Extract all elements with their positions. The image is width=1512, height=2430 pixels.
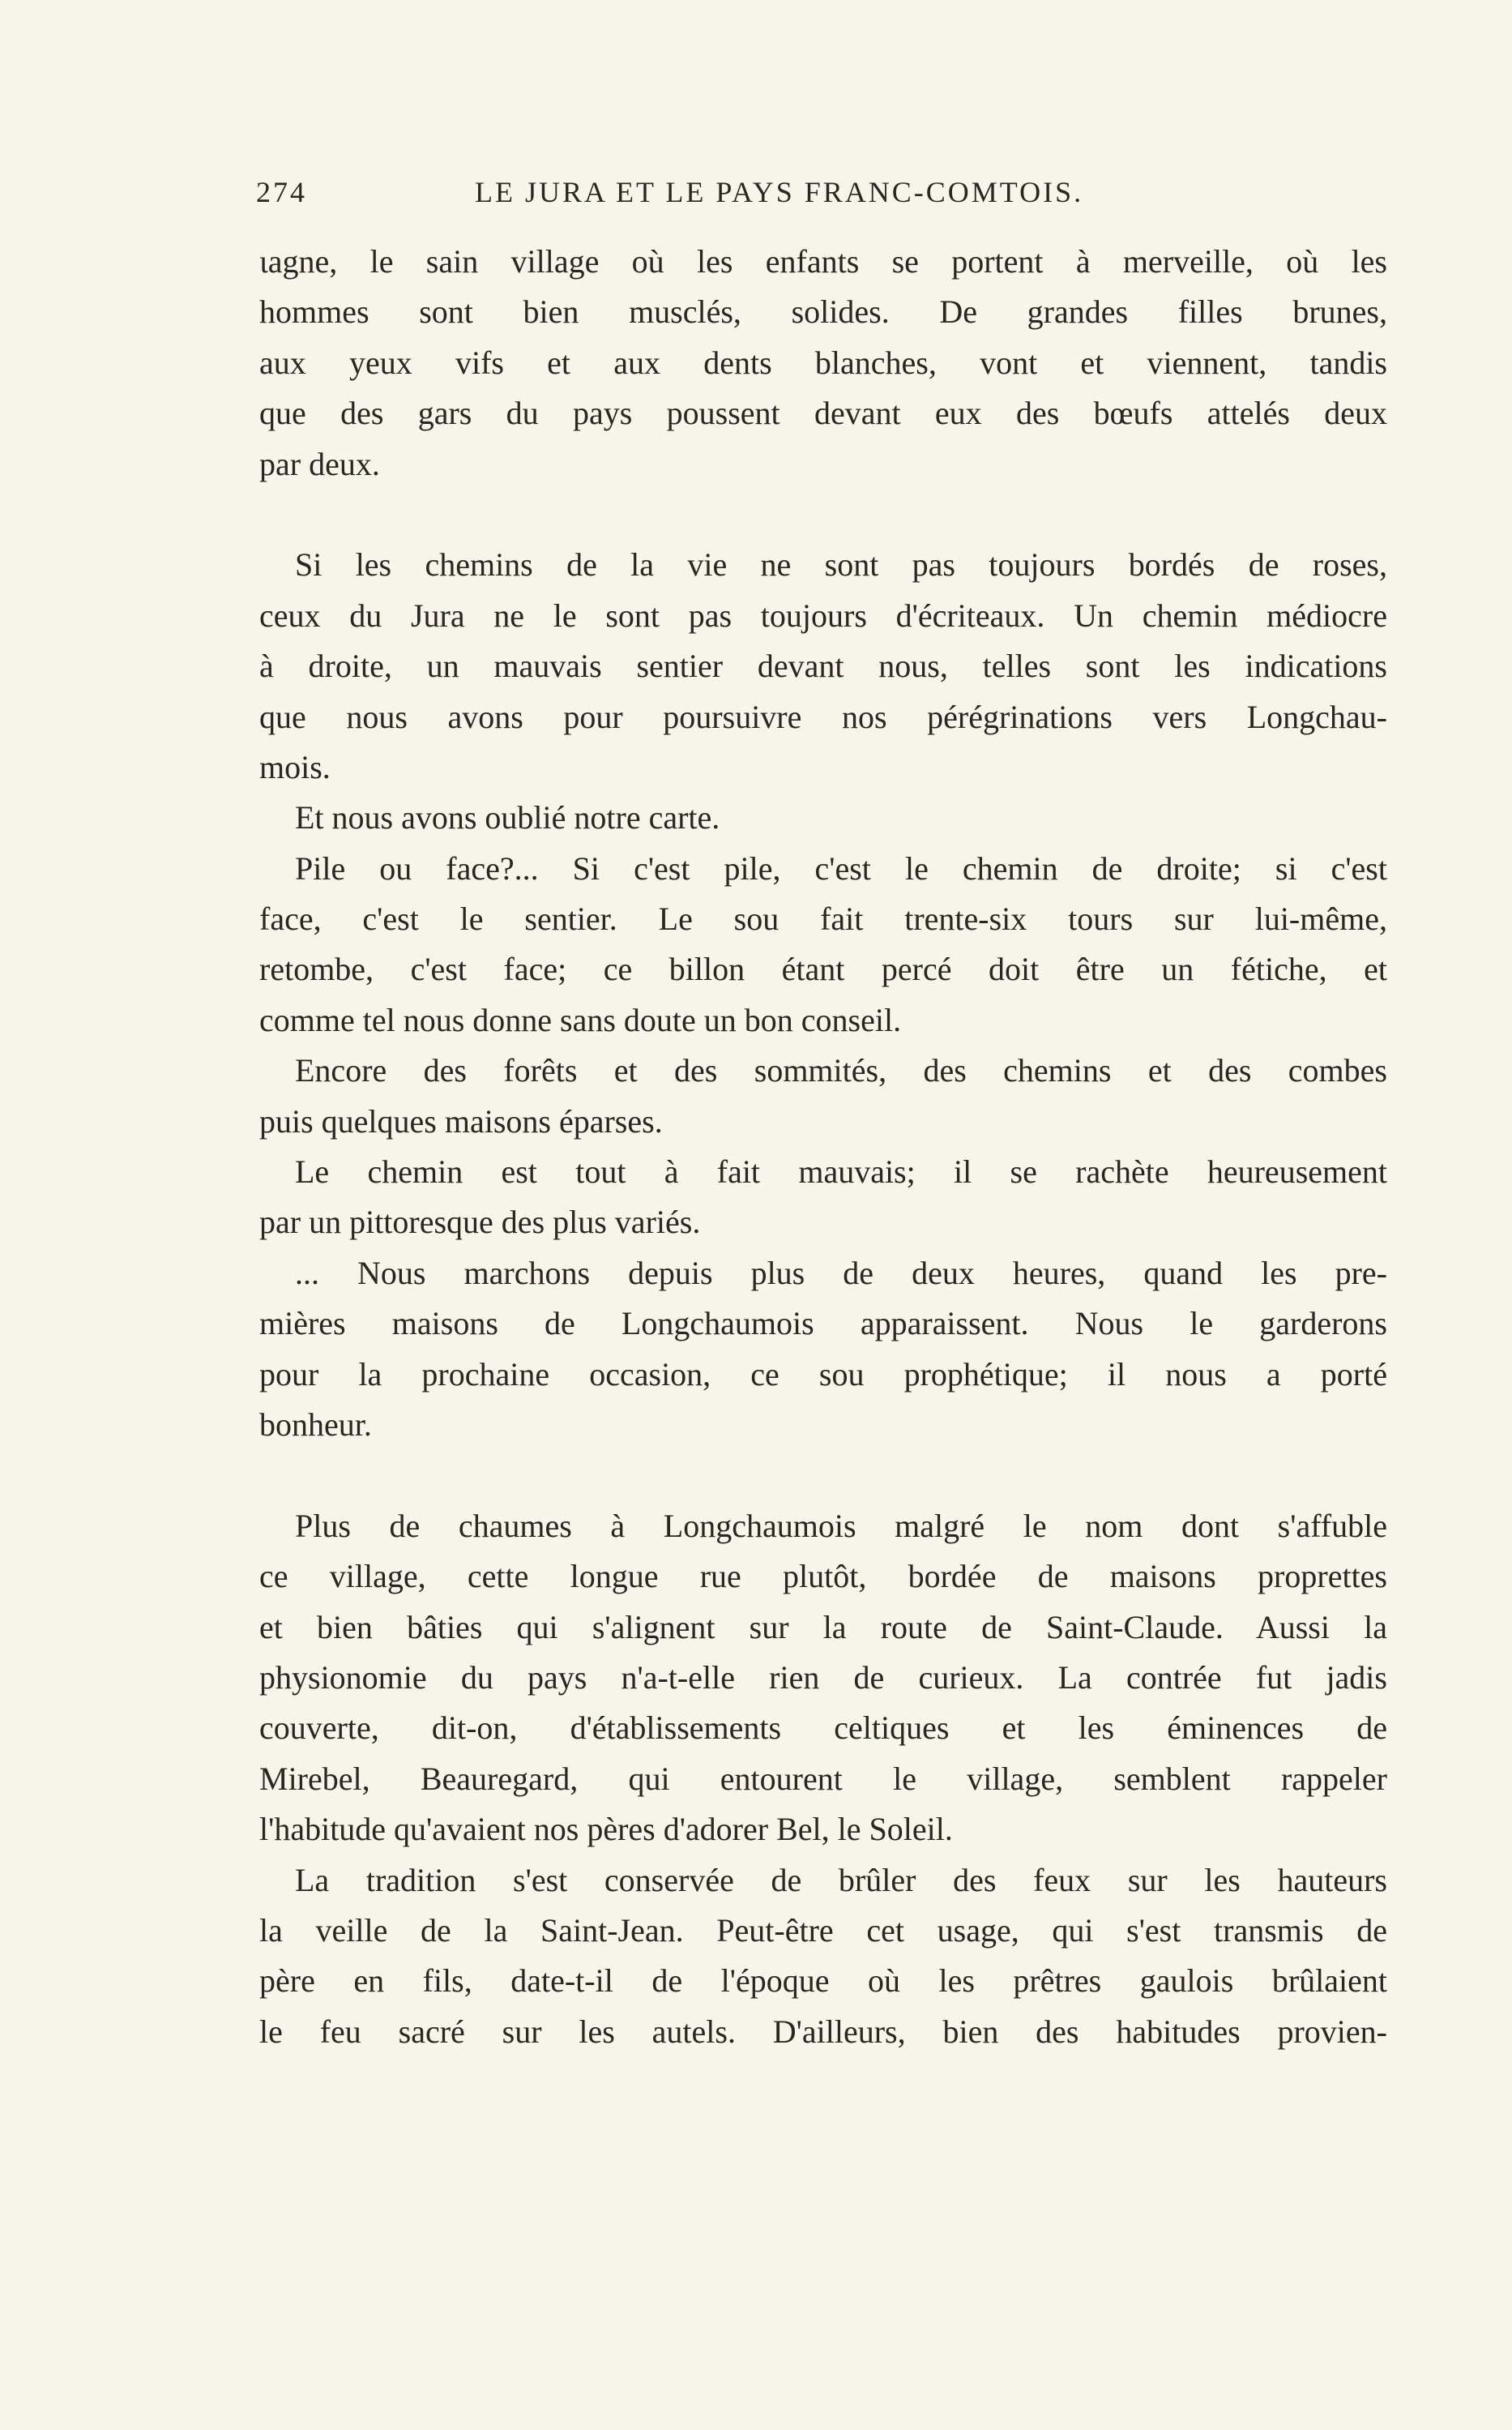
paragraph — [259, 1855, 1387, 2058]
text-line: ceux du Jura ne le sont pas toujours d'écriteaux. Un chemin médiocre — [259, 597, 1387, 634]
text-line: face, c'est le sentier. Le sou fait trente-six tours sur lui-même, — [259, 901, 1387, 938]
text-line: Encore des forêts et des sommités, des chemins et des combes — [295, 1052, 1387, 1089]
paragraph — [259, 1046, 1387, 1147]
text-line: le feu sacré sur les autels. D'ailleurs, bien des habitudes provien- — [259, 2013, 1387, 2050]
text-line: que nous avons pour poursuivre nos pérégrinations vers Longchau- — [259, 698, 1387, 735]
section-break — [259, 1450, 1387, 1500]
text-line: retombe, c'est face; ce billon étant percé doit être un fétiche, et — [259, 951, 1387, 988]
text-line: Si les chemins de la vie ne sont pas toujours bordés de roses, — [295, 546, 1387, 584]
paragraph — [259, 1147, 1387, 1248]
text-line: et bien bâties qui s'alignent sur la route de Saint-Claude. Aussi la — [259, 1608, 1387, 1645]
text-line: couverte, dit-on, d'établissements celtiques et les éminences de — [259, 1709, 1387, 1747]
text-line: Pile ou face?... Si c'est pile, c'est le chemin de droite; si c'est — [295, 849, 1387, 887]
text-line: père en fils, date-t-il de l'époque où les prêtres gaulois brûlaient — [259, 1962, 1387, 2000]
text-line: bonheur. — [259, 1405, 372, 1443]
text-line: mières maisons de Longchaumois apparaissent. Nous le garderons — [259, 1305, 1387, 1342]
text-line: que des gars du pays poussent devant eux des bœufs attelés deux — [259, 395, 1387, 432]
paragraph — [259, 844, 1387, 1046]
text-line: par un pittoresque des plus variés. — [259, 1204, 701, 1241]
text-line: à droite, un mauvais sentier devant nous, telles sont les indications — [259, 648, 1387, 685]
text-line: La tradition s'est conservée de brûler des feux sur les hauteurs — [295, 1861, 1387, 1898]
text-line: ce village, cette longue rue plutôt, bordée de maisons proprettes — [259, 1558, 1387, 1595]
text-line: l'habitude qu'avaient nos pères d'adorer Bel, le Soleil. — [259, 1811, 953, 1848]
text-line: puis quelques maisons éparses. — [259, 1102, 663, 1140]
text-line: ɩagne, le sain village où les enfants se portent à merveille, où les — [259, 243, 1387, 280]
paragraph — [259, 237, 1387, 490]
text-line: physionomie du pays n'a-t-elle rien de curieux. La contrée fut jadis — [259, 1658, 1387, 1696]
text-line: ... Nous marchons depuis plus de deux heures, quand les pre- — [295, 1254, 1387, 1291]
paragraph — [259, 1248, 1387, 1451]
section-break — [259, 490, 1387, 540]
text-line: Plus de chaumes à Longchaumois malgré le nom dont s'affuble — [295, 1507, 1387, 1544]
text-line: aux yeux vifs et aux dents blanches, vont et viennent, tandis — [259, 344, 1387, 381]
text-line: la veille de la Saint-Jean. Peut-être cet usage, qui s'est transmis de — [259, 1911, 1387, 1949]
text-line: par deux. — [259, 445, 380, 482]
paragraph — [259, 1501, 1387, 1855]
text-line: pour la prochaine occasion, ce sou prophétique; il nous a porté — [259, 1355, 1387, 1393]
text-line: Et nous avons oublié notre carte. — [295, 799, 720, 836]
paragraph — [259, 540, 1387, 793]
paragraph — [259, 793, 1387, 843]
text-line: comme tel nous donne sans doute un bon conseil. — [259, 1001, 902, 1038]
text-line: Le chemin est tout à fait mauvais; il se rachète heureusement — [295, 1153, 1387, 1191]
page-number: 274 — [256, 176, 307, 208]
text-line: Mirebel, Beauregard, qui entourent le village, semblent rappeler — [259, 1760, 1387, 1797]
text-line: hommes sont bien musclés, solides. De grandes filles brunes, — [259, 293, 1387, 331]
text-line: mois. — [259, 748, 331, 785]
running-title: LE JURA ET LE PAYS FRANC-COMTOIS. — [475, 176, 1084, 208]
body-text — [259, 237, 1387, 2057]
page-header — [256, 175, 1387, 224]
